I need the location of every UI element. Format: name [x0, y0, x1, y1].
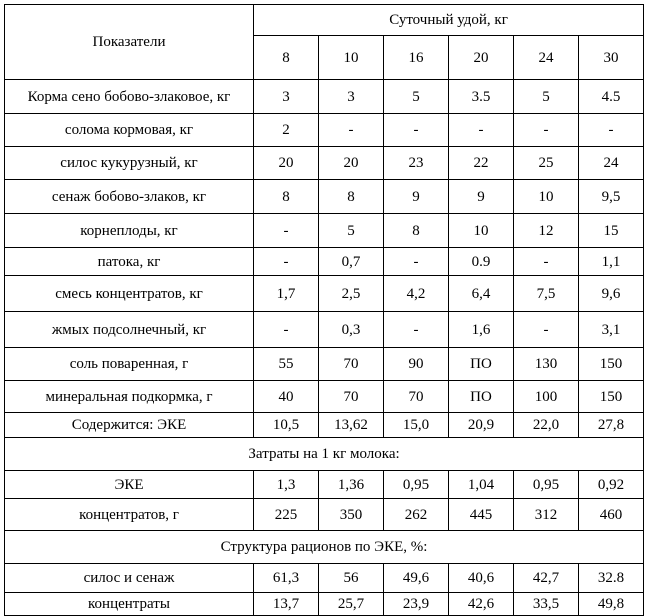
- table-cell: 23: [384, 147, 449, 180]
- table-cell: -: [384, 248, 449, 276]
- table-cell: 15,0: [384, 413, 449, 438]
- table-cell: 9: [384, 180, 449, 214]
- table-row: [5, 180, 644, 214]
- table-cell: 40,6: [449, 564, 514, 593]
- row-label: жмых подсолнечный, кг: [5, 312, 254, 348]
- daily-yield-header: Суточный удой, кг: [254, 5, 644, 36]
- table-cell: 225: [254, 499, 319, 531]
- table-cell: 3.5: [449, 80, 514, 114]
- table-cell: 3,1: [579, 312, 644, 348]
- table-cell: 1,04: [449, 471, 514, 499]
- table-cell: 3: [254, 80, 319, 114]
- row-label: сенаж бобово-злаков, кг: [5, 180, 254, 214]
- table-cell: 24: [579, 147, 644, 180]
- row-label: корнеплоды, кг: [5, 214, 254, 248]
- table-row: [5, 593, 644, 616]
- table-row: [5, 564, 644, 593]
- table-cell: 70: [384, 381, 449, 413]
- table-cell: -: [384, 312, 449, 348]
- table-cell: 25,7: [319, 593, 384, 616]
- table-row: [5, 214, 644, 248]
- table-cell: -: [319, 114, 384, 147]
- table-cell: 61,3: [254, 564, 319, 593]
- table-cell: 9,6: [579, 276, 644, 312]
- table-cell: 22,0: [514, 413, 579, 438]
- table-cell: 90: [384, 348, 449, 381]
- table-cell: 70: [319, 348, 384, 381]
- table-cell: 350: [319, 499, 384, 531]
- ration-table: [4, 4, 644, 616]
- table-cell: 150: [579, 381, 644, 413]
- table-cell: 0,7: [319, 248, 384, 276]
- table-cell: 32.8: [579, 564, 644, 593]
- table-cell: 42,7: [514, 564, 579, 593]
- table-cell: 13,7: [254, 593, 319, 616]
- table-cell: 1,1: [579, 248, 644, 276]
- row-label: Содержится: ЭКЕ: [5, 413, 254, 438]
- table-cell: 12: [514, 214, 579, 248]
- table-row: [5, 114, 644, 147]
- section-header-row: [5, 438, 644, 471]
- table-cell: 8: [384, 214, 449, 248]
- table-cell: -: [254, 214, 319, 248]
- table-cell: ПО: [449, 381, 514, 413]
- table-cell: 49,8: [579, 593, 644, 616]
- table-cell: 0,95: [384, 471, 449, 499]
- row-label: ЭКЕ: [5, 471, 254, 499]
- table-cell: 20: [319, 147, 384, 180]
- table-cell: 20,9: [449, 413, 514, 438]
- table-row: [5, 248, 644, 276]
- yield-header: 8: [254, 36, 319, 80]
- costs-section-title: Затраты на 1 кг молока:: [5, 438, 644, 471]
- structure-section-title: Структура рационов по ЭКЕ, %:: [5, 531, 644, 564]
- table-cell: 55: [254, 348, 319, 381]
- table-cell: -: [579, 114, 644, 147]
- yield-header: 10: [319, 36, 384, 80]
- table-cell: 100: [514, 381, 579, 413]
- table-cell: 5: [319, 214, 384, 248]
- table-row: [5, 471, 644, 499]
- table-cell: 25: [514, 147, 579, 180]
- table-cell: 0,92: [579, 471, 644, 499]
- table-cell: 130: [514, 348, 579, 381]
- table-cell: 10: [449, 214, 514, 248]
- table-cell: 0.9: [449, 248, 514, 276]
- indicator-header: Показатели: [5, 5, 254, 80]
- table-cell: -: [514, 248, 579, 276]
- table-cell: 3: [319, 80, 384, 114]
- table-cell: -: [254, 248, 319, 276]
- table-cell: 5: [384, 80, 449, 114]
- yield-header: 20: [449, 36, 514, 80]
- yield-header: 16: [384, 36, 449, 80]
- row-label: силос кукурузный, кг: [5, 147, 254, 180]
- table-cell: 4.5: [579, 80, 644, 114]
- row-label: концентратов, г: [5, 499, 254, 531]
- yield-header: 30: [579, 36, 644, 80]
- table-cell: 460: [579, 499, 644, 531]
- table-cell: 1,36: [319, 471, 384, 499]
- table-cell: 15: [579, 214, 644, 248]
- yield-header: 24: [514, 36, 579, 80]
- header-row-top: [5, 5, 644, 36]
- table-cell: -: [254, 312, 319, 348]
- table-cell: 9: [449, 180, 514, 214]
- table-cell: 22: [449, 147, 514, 180]
- table-cell: 445: [449, 499, 514, 531]
- table-cell: 10,5: [254, 413, 319, 438]
- table-cell: 42,6: [449, 593, 514, 616]
- table-cell: 27,8: [579, 413, 644, 438]
- table-cell: 150: [579, 348, 644, 381]
- row-label: соль поваренная, г: [5, 348, 254, 381]
- ration-table-body: [5, 5, 644, 616]
- row-label: солома кормовая, кг: [5, 114, 254, 147]
- table-cell: 2: [254, 114, 319, 147]
- table-cell: 40: [254, 381, 319, 413]
- table-cell: 1,7: [254, 276, 319, 312]
- table-row: [5, 276, 644, 312]
- table-cell: 56: [319, 564, 384, 593]
- table-cell: 262: [384, 499, 449, 531]
- table-row: [5, 499, 644, 531]
- table-cell: 20: [254, 147, 319, 180]
- table-cell: 5: [514, 80, 579, 114]
- row-label: Корма сено бобово-злаковое, кг: [5, 80, 254, 114]
- table-cell: 7,5: [514, 276, 579, 312]
- table-cell: 49,6: [384, 564, 449, 593]
- section-header-row: [5, 531, 644, 564]
- table-cell: ПО: [449, 348, 514, 381]
- row-label: концентраты: [5, 593, 254, 616]
- table-cell: 8: [319, 180, 384, 214]
- table-cell: 6,4: [449, 276, 514, 312]
- table-cell: -: [384, 114, 449, 147]
- row-label: минеральная подкормка, г: [5, 381, 254, 413]
- row-label: смесь концентратов, кг: [5, 276, 254, 312]
- table-cell: -: [514, 114, 579, 147]
- table-cell: 1,6: [449, 312, 514, 348]
- table-row: [5, 348, 644, 381]
- table-row: [5, 80, 644, 114]
- row-label: силос и сенаж: [5, 564, 254, 593]
- table-row: [5, 147, 644, 180]
- table-cell: 312: [514, 499, 579, 531]
- table-cell: 9,5: [579, 180, 644, 214]
- table-cell: 23,9: [384, 593, 449, 616]
- table-cell: 10: [514, 180, 579, 214]
- table-cell: 13,62: [319, 413, 384, 438]
- table-cell: -: [514, 312, 579, 348]
- table-cell: 4,2: [384, 276, 449, 312]
- row-label: патока, кг: [5, 248, 254, 276]
- contains-row: [5, 413, 644, 438]
- table-row: [5, 312, 644, 348]
- table-cell: -: [449, 114, 514, 147]
- table-cell: 0,3: [319, 312, 384, 348]
- table-cell: 2,5: [319, 276, 384, 312]
- table-cell: 0,95: [514, 471, 579, 499]
- table-cell: 70: [319, 381, 384, 413]
- table-cell: 1,3: [254, 471, 319, 499]
- table-row: [5, 381, 644, 413]
- table-cell: 33,5: [514, 593, 579, 616]
- table-cell: 8: [254, 180, 319, 214]
